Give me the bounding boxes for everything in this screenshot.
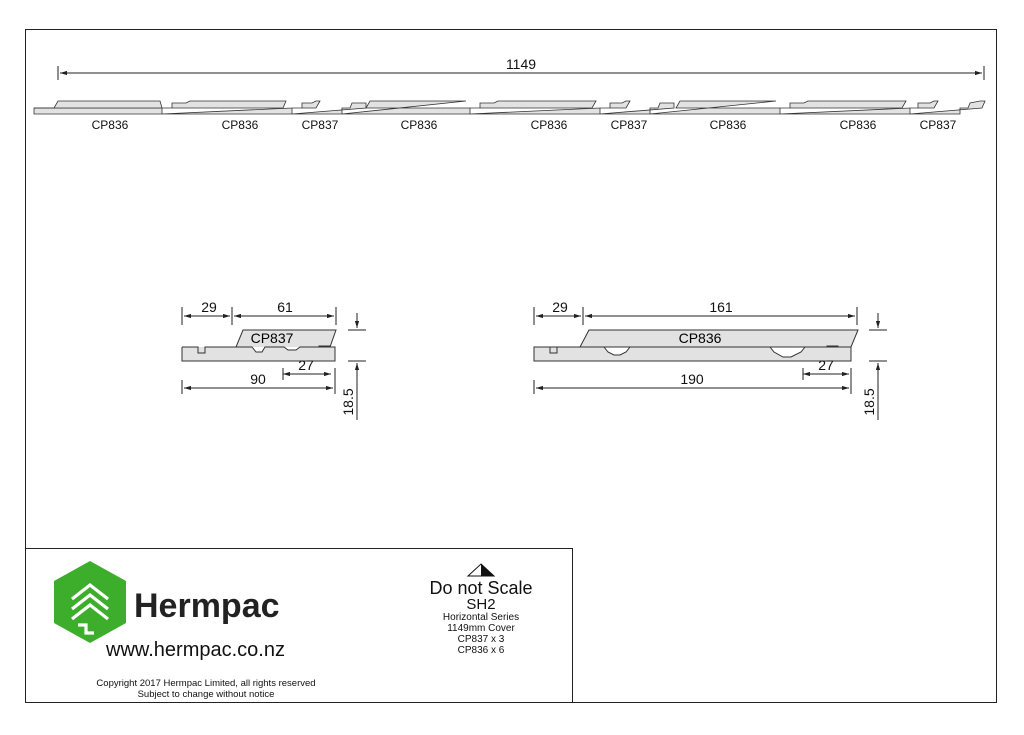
brand-name: Hermpac: [134, 587, 280, 625]
profile-cp836-detail: [534, 299, 887, 420]
profile-cp836-label: CP836: [678, 330, 722, 346]
cp837-dim-27: 27: [298, 357, 314, 373]
assembly-label: CP836: [709, 118, 747, 132]
overall-dimension-value: 1149: [505, 56, 537, 72]
assembly-label: CP836: [839, 118, 877, 132]
profile-cp837-label: CP837: [250, 330, 294, 346]
drawing-code: SH2: [466, 596, 496, 613]
assembly-label: CP836: [221, 118, 259, 132]
detail-line: Horizontal Series: [442, 612, 520, 623]
assembly-label: CP836: [400, 118, 438, 132]
title-block: [25, 548, 573, 703]
cp837-dim-thickness: 18.5: [340, 388, 356, 416]
cp836-dim-190: 190: [680, 371, 704, 387]
assembly-strip: [34, 101, 985, 114]
website-text: www.hermpac.co.nz: [106, 639, 285, 661]
assembly-labels: [92, 118, 957, 132]
scale-info: [406, 563, 556, 656]
cp836-dim-161: 161: [709, 299, 733, 315]
copyright-notice: [26, 678, 386, 700]
cp836-dim-29: 29: [552, 299, 568, 315]
cp836-dim-27: 27: [818, 357, 834, 373]
assembly-label: CP836: [91, 118, 129, 132]
assembly-label: CP837: [919, 118, 957, 132]
profile-cp837-detail: [182, 299, 366, 420]
hermpac-logo-icon: [50, 559, 130, 645]
detail-line: CP837 x 3: [457, 634, 505, 645]
cp836-dim-thickness: 18.5: [861, 388, 877, 416]
do-not-scale-note: Do not Scale: [429, 578, 533, 598]
triangle-icon: [466, 563, 496, 577]
cp837-dim-61: 61: [277, 299, 293, 315]
assembly-label: CP837: [301, 118, 339, 132]
copyright-line: Subject to change without notice: [137, 689, 275, 700]
overall-dimension: [58, 56, 984, 80]
copyright-line: Copyright 2017 Hermpac Limited, all rights reserved: [96, 678, 316, 689]
cp837-dim-29: 29: [201, 299, 217, 315]
detail-line: 1149mm Cover: [447, 623, 515, 634]
detail-line: CP836 x 6: [457, 645, 505, 656]
assembly-label: CP837: [610, 118, 648, 132]
assembly-label: CP836: [530, 118, 568, 132]
cp837-dim-90: 90: [250, 371, 266, 387]
